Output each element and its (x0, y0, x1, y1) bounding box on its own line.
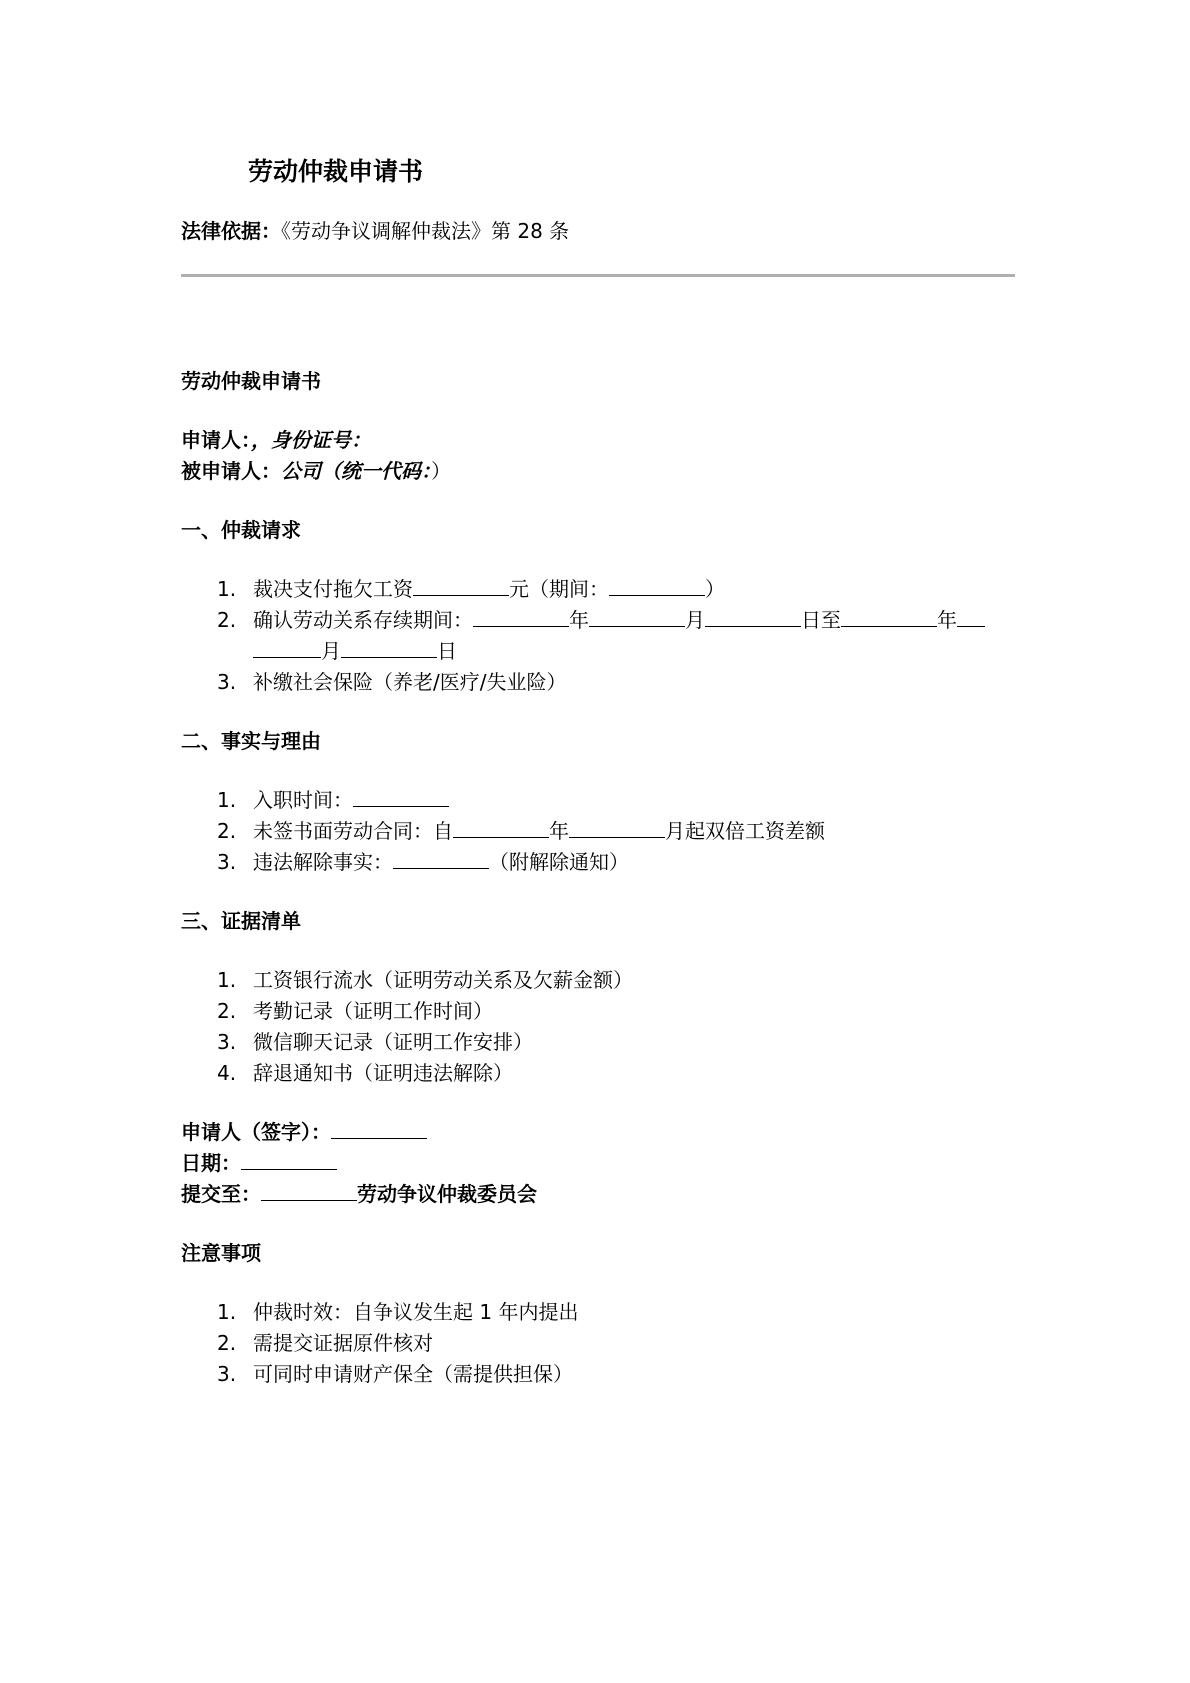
respondent-value: 公司（统一代码： (281, 459, 431, 483)
notes-heading: 注意事项 (181, 1241, 261, 1265)
list-text: 需提交证据原件核对 (253, 1331, 433, 1355)
list-item (181, 816, 1015, 847)
list-text: 年 (549, 819, 569, 843)
list-text: 入职时间： (253, 788, 353, 812)
blank-field (841, 606, 937, 627)
list-item (181, 996, 1015, 1027)
blank-field (453, 817, 549, 838)
list-number: 2. (217, 1331, 237, 1355)
list-number: 3. (217, 1030, 237, 1054)
list-text: 仲裁时效：自争议发生起 1 年内提出 (253, 1300, 579, 1324)
blank-field (705, 606, 801, 627)
list-text: 微信聊天记录（证明工作安排） (253, 1030, 533, 1054)
list-text: 年 (937, 608, 957, 632)
list-text: 违法解除事实： (253, 850, 393, 874)
blank-field (393, 848, 489, 869)
list-text: 补缴社会保险（养老/医疗/失业险） (253, 670, 567, 694)
blank-field (353, 786, 449, 807)
list-item (181, 965, 1015, 996)
submit-suffix: 劳动争议仲裁委员会 (357, 1182, 537, 1206)
doc-title: 劳动仲裁申请书 (181, 369, 321, 393)
list-text: 日 (437, 639, 457, 663)
submit-line (181, 1179, 1015, 1210)
section3-heading: 三、证据清单 (181, 909, 301, 933)
blank-field (341, 637, 437, 658)
blank-field (253, 637, 321, 658)
section2-heading: 二、事实与理由 (181, 729, 321, 753)
list-text: 月 (321, 639, 341, 663)
section3-list (181, 965, 1015, 1089)
legal-basis-label: 法律依据： (181, 219, 281, 243)
list-text: 考勤记录（证明工作时间） (253, 999, 493, 1023)
list-number: 2. (217, 999, 237, 1023)
list-item (181, 574, 1015, 605)
list-number: 2. (217, 819, 237, 843)
list-number: 3. (217, 1362, 237, 1386)
blank-field (241, 1149, 337, 1170)
list-text: 月 (685, 608, 705, 632)
list-item (181, 1359, 1015, 1390)
list-item (181, 667, 1015, 698)
blank-field (589, 606, 685, 627)
divider (181, 274, 1015, 277)
list-number: 1. (217, 1300, 237, 1324)
legal-basis (181, 217, 569, 245)
respondent-close: ） (431, 459, 451, 483)
blank-field (261, 1180, 357, 1201)
document-body (181, 366, 1015, 1390)
list-item (181, 1058, 1015, 1089)
list-text: 未签书面劳动合同：自 (253, 819, 453, 843)
list-text: 可同时申请财产保全（需提供担保） (253, 1362, 573, 1386)
list-text: 工资银行流水（证明劳动关系及欠薪金额） (253, 968, 633, 992)
page-title: 劳动仲裁申请书 (248, 157, 424, 186)
list-number: 1. (217, 788, 237, 812)
blank-field (957, 606, 985, 627)
applicant-line (181, 425, 1015, 456)
date-line (181, 1148, 1015, 1179)
list-text: 月起双倍工资差额 (665, 819, 825, 843)
list-item (181, 605, 1015, 667)
blank-field (569, 817, 665, 838)
list-text: 确认劳动关系存续期间： (253, 608, 473, 632)
list-number: 4. (217, 1061, 237, 1085)
respondent-label: 被申请人： (181, 459, 281, 483)
list-text: 日至 (801, 608, 841, 632)
list-number: 1. (217, 577, 237, 601)
blank-field (413, 575, 509, 596)
list-number: 3. (217, 670, 237, 694)
signature-label: 申请人（签字）： (181, 1120, 331, 1144)
blank-field (609, 575, 705, 596)
blank-field (473, 606, 569, 627)
list-number: 1. (217, 968, 237, 992)
list-item (181, 785, 1015, 816)
list-text: 年 (569, 608, 589, 632)
applicant-label: 申请人： (181, 428, 251, 452)
section2-list (181, 785, 1015, 878)
list-item (181, 1027, 1015, 1058)
date-label: 日期： (181, 1151, 241, 1175)
section1-heading: 一、仲裁请求 (181, 518, 301, 542)
legal-basis-text: 《劳动争议调解仲裁法》第 28 条 (281, 219, 570, 243)
list-item (181, 1328, 1015, 1359)
respondent-line (181, 456, 1015, 487)
list-number: 2. (217, 608, 237, 632)
list-text: 裁决支付拖欠工资 (253, 577, 413, 601)
list-text: （附解除通知） (489, 850, 629, 874)
blank-field (331, 1118, 427, 1139)
list-text: 元（期间： (509, 577, 609, 601)
list-item (181, 847, 1015, 878)
signature-line (181, 1117, 1015, 1148)
section1-list (181, 574, 1015, 698)
list-number: 3. (217, 850, 237, 874)
notes-list (181, 1297, 1015, 1390)
list-item (181, 1297, 1015, 1328)
list-text: 辞退通知书（证明违法解除） (253, 1061, 513, 1085)
list-text: ） (705, 577, 725, 601)
applicant-value: ，身份证号： (251, 428, 371, 452)
submit-label: 提交至： (181, 1182, 261, 1206)
